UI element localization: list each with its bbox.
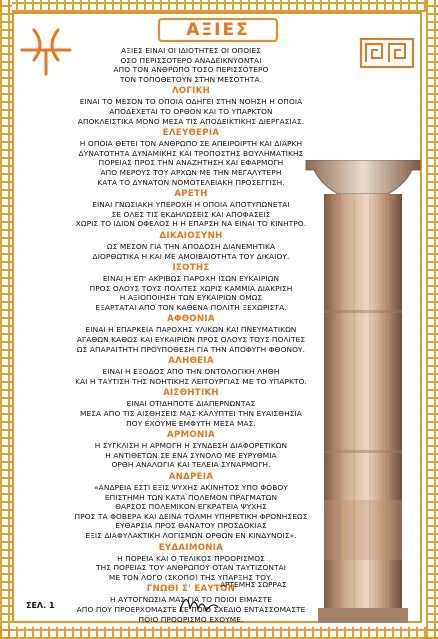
section-heading-logiki: ΛΟΓΙΚΗ [171,86,211,97]
section-line: ΧΩΡΙΣ ΤΟ ΙΔΙΟΝ ΟΦΕΛΟΣ Η Η ΕΠΑΡΣΗ ΝΑ ΕΙΝΑΙ ΤΟ ΚΙΝΗΤΡΟ. [75,219,307,229]
section-heading-evdaimonia: ΕΥΔΑΙΜΟΝΙΑ [158,542,224,553]
section-line: Η ΑΞΙΟΠΟΙΗΣΗ ΤΩΝ ΕΥΚΑΙΡΙΩΝ ΟΜΩΣ [119,293,263,303]
section-line: ΠΟΙΟ ΠΡΟΟΡΙΣΜΟ ΕΧΟΥΜΕ. [138,614,244,624]
section-line: ΠΟΥ ΕΧΟΥΜΕ ΕΜΦΥΤΗ ΜΕΣΑ ΜΑΣ. [126,418,256,428]
intro-line: ΟΣΟ ΠΕΡΙΣΣΟΤΕΡΟ ΑΝΑΔΕΙΚΝΥΟΝΤΑΙ [120,55,262,65]
section-line: ΘΑΡΣΟΣ ΠΟΛΕΜΙΚΟΝ ΕΓΚΡΑΤΕΙΑ ΨΥΧΗΣ [115,502,267,512]
section-heading-andreia: ΑΝΔΡΕΙΑ [168,472,214,482]
section-line: ΚΑΙ Η ΤΑΥΤΙΣΗ ΤΗΣ ΝΟΗΤΙΚΗΣ ΛΕΙΤΟΥΡΓΙΑΣ ΜΕ ΤΟ ΥΠΑΡΚΤΟ. [75,376,307,386]
section-heading-afthonia: ΑΦΘΟΝΙΑ [167,314,215,325]
section-line: ΔΙΟΡΘΩΤΙΚΑ Η ΚΑΙ ΜΕ ΑΜΟΙΒΑΙΟΤΗΤΑ ΤΟΥ ΔΙΚΑΙΟΥ. [92,251,290,261]
section-line: Η ΣΥΓΚΛΙΣΗ Η ΑΡΜΟΓΗ Η ΣΥΝΔΕΣΗ ΔΙΑΦΟΡΕΤΙΚΩΝ [94,441,288,451]
section-line: ΕΙΝΑΙ Η ΕΞΟΔΟΣ ΑΠΟ ΤΗΝ ΟΝΤΟΛΟΓΙΚΗ ΛΗΘΗ [102,367,280,377]
section-line: ΔΥΝΑΤΟΤΗΤΑ ΔΥΝΑΜΙΚΗΣ ΚΑΙ ΤΡΟΠΟΣΤΗΣ ΒΟΥΛΗΜΑΤΙΚΗΣ [78,148,304,158]
section-line: ΩΣ ΑΠΑΡΑΙΤΗΤΗ ΠΡΟΥΠΟΘΕΣΗ ΓΙΑ ΤΗΝ ΑΠΟΦΥΓΗ ΦΘΟΝΟΥ. [76,344,306,354]
meander-border-left [0,0,12,639]
page-title: ΑΞΙΕΣ [158,18,278,42]
intro-line: ΤΟΝ ΤΟΠΟΘΕΤΟΥΝ ΣΤΗΝ ΜΕΣΟΤΗΤΑ. [119,74,263,84]
author-name: ΑΡΤΕΜΗΣ ΣΩΡΡΑΣ [220,580,287,589]
section-line: ΕΙΝΑΙ Η ΕΠΑΡΚΕΙΑ ΠΑΡΟΧΗΣ ΥΛΙΚΩΝ ΚΑΙ ΠΝΕΥΜΑΤΙΚΩΝ [85,325,297,335]
intro-block [46,46,336,84]
meander-border-bottom [0,627,438,639]
section-heading-gnothi: ΓΝΩΘΙ Σ' ΕΑΥΤΟΝ [146,584,236,595]
section-line: ΑΠΟΚΛΕΙΣΤΙΚΑ ΜΟΝΟ ΜΕΣΑ ΤΙΣ ΑΠΟΔΕΙΚΤΙΚΗΣ ΔΙΕΡΓΑΣΙΑΣ. [77,116,305,126]
page-number: ΣΕΛ. 1 [26,601,55,610]
section-heading-aisthitiki: ΑΙΣΘΗΤΙΚΗ [163,388,219,399]
section-line: Η ΠΟΡΕΙΑ ΚΑΙ Ο ΤΕΛΙΚΟΣ ΠΡΟΟΡΙΣΜΟΣ [117,553,265,563]
section-line: ΠΟΡΕΙΑΣ ΠΡΟΣ ΤΗΝ ΑΝΑΖΗΤΗΣΗ ΚΑΙ ΕΦΑΡΜΟΓΗ [98,158,284,168]
section-line: ΕΙΝΑΙ ΓΝΩΣΙΑΚΗ ΥΠΕΡΟΧΗ Η ΟΠΟΙΑ ΑΠΟΤΥΠΩΝΕΤΑΙ [92,200,290,210]
meander-border-top [0,0,438,12]
section-line: ΕΙΝΑΙ Η ΕΠ' ΑΚΡΙΒΩΣ ΠΑΡΟΧΗ ΙΣΩΝ ΕΥΚΑΙΡΙΩΝ [102,274,280,284]
ionic-column-image [302,160,424,623]
section-line: Η ΟΠΟΙΑ ΘΕΤΕΙ ΤΟΝ ΑΝΘΡΩΠΟ ΣΕ ΑΠΕΙΡΟΙΡΤΗ ΚΑΙ ΔΙΑΡΚΗ [79,139,303,149]
section-line: ΩΣ ΜΕΣΟΝ ΓΙΑ ΤΗΝ ΑΠΟΔΟΣΗ ΔΙΑΝΕΜΗΤΙΚΑ [106,241,276,251]
meander-border-right [426,0,438,639]
section-line: ΜΕΣΑ ΑΠΟ ΤΙΣ ΑΙΣΘΗΣΕΙΣ ΜΑΣ ΚΑΛΥΠΤΕΙ ΤΗΝ ΕΥΑΙΣΘΗΣΙΑ [80,409,302,419]
intro-line: ΑΠΟ ΤΟΝ ΑΝΘΡΩΠΟ ΤΟΣΟ ΠΕΡΙΣΣΟΤΕΡΟ [113,65,269,75]
section-line: ΕΞΑΡΤΑΤΑΙ ΑΠΟ ΤΟΝ ΚΑΘΕΝΑ ΠΟΛΙΤΗ ΞΕΧΩΡΙΣΤΑ. [95,302,287,312]
section-line: ΑΓΑΘΩΝ ΚΑΘΩΣ ΚΑΙ ΕΥΚΑΙΡΙΩΝ ΠΡΟΣ ΟΛΟΥΣ ΤΟΥΣ ΠΟΛΙΤΕΣ [76,335,306,345]
section-line: ΑΠΟ ΜΕΡΟΥΣ ΤΟΥ ΑΡΧΩΝ ΜΕ ΤΗΝ ΜΕΓΑΛΥΤΕΡΗ [100,167,282,177]
greek-key-icon [360,38,414,68]
section-line: ΑΠΟΔΕΧΕΤΑΙ ΤΟ ΟΡΘΟΝ ΚΑΙ ΤΟ ΥΠΑΡΚΤΟΝ [109,106,273,116]
values-text [46,46,336,624]
section-line: ΕΙΝΑΙ ΟΤΙΔΗΠΟΤΕ ΔΙΑΠΕΡΝΩΝΤΑΣ [126,399,256,409]
section-line: «ΑΝΔΡΕΙΑ ΕΣΤΙ ΕΞΙΣ ΨΥΧΗΣ ΑΚΙΝΗΤΟΣ ΥΠΟ ΦΟΒΟΥ [94,483,288,492]
section-line: Η ΑΝΤΙΘΕΤΩΝ ΣΕ ΕΝΑ ΣΥΝΟΛΟ ΜΕ ΕΥΡΥΘΜΙΑ [105,450,277,460]
section-line: ΕΠΙΣΤΗΜΗ ΤΩΝ ΚΑΤΑ ΠΟΛΕΜΟΝ ΠΡΑΓΜΑΤΩΝ [104,492,278,502]
section-heading-eleftheria: ΕΛΕΥΘΕΡΙΑ [162,128,220,139]
intro-line: ΑΞΙΕΣ ΕΙΝΑΙ ΟΙ ΙΔΙΟΤΗΤΕΣ ΟΙ ΟΠΟΙΕΣ [121,46,261,55]
section-line: ΜΕ ΤΟΝ ΛΟΓΟ (ΣΚΟΠΟ) ΤΗΣ ΥΠΑΡΞΗΣ ΤΟΥ. [108,572,274,582]
section-heading-isotis: ΙΣΟΤΗΣ [172,263,210,274]
section-line: ΑΠΟ ΠΟΥ ΠΡΟΕΡΧΟΜΑΣΤΕ ΣΕ ΠΟΙΟ ΣΧΕΔΙΟ ΕΝΤΑΣΣΟΜΑΣΤΕ [76,604,306,614]
section-line: ΚΑΤΑ ΤΟ ΔΥΝΑΤΟΝ ΝΟΜΟΤΕΛΕΙΑΚΗ ΠΡΟΣΕΓΓΙΣΗ. [97,177,285,187]
section-line: ΕΞΙΣ ΔΙΑΦΥΛΑΚΤΙΚΗ ΛΟΓΙΣΜΩΝ ΟΡΘΩΝ ΕΝ ΚΙΝΔΥΝΟΙΣ». [85,530,297,540]
section-line: ΠΡΟΣ ΤΑ ΦΟΒΕΡΑ ΚΑΙ ΔΕΙΝΑ ΤΟΛΜΗ ΥΠΗΡΕΤΙΚΗ ΦΡΟΝΗΣΕΩΣ [74,511,308,521]
handwritten-signature [176,591,222,617]
section-heading-areti: ΑΡΕΤΗ [174,189,208,200]
section-line: ΠΡΟΣ ΟΛΟΥΣ ΤΟΥΣ ΠΟΛΙΤΕΣ ΧΩΡΙΣ ΚΑΜΜΙΑ ΔΙΑΚΡΙΣΗ [89,283,293,293]
section-line: Η ΑΥΤΟΓΝΩΣΙΑ ΜΑΣ ΓΙΑ ΤΟ ΠΟΙΟΙ ΕΙΜΑΣΤΕ [110,595,272,605]
section-heading-dikaiosyni: ΔΙΚΑΙΟΣΥΝΗ [159,230,223,241]
section-line: ΤΗΣ ΠΟΡΕΙΑΣ ΤΟΥ ΑΝΘΡΩΠΟΥ ΟΤΑΝ ΤΑΥΤΙΖΟΝΤΑΙ [95,563,287,573]
section-heading-armonia: ΑΡΜΟΝΙΑ [167,430,215,441]
section-line: ΕΙΝΑΙ ΤΟ ΜΕΣΟΝ ΤΟ ΟΠΟΙΑ ΟΔΗΓΕΙ ΣΤΗΝ ΝΟΗΣΗ Η ΟΠΟΙΑ [79,97,303,107]
section-heading-alitheia: ΑΛΗΘΕΙΑ [168,356,214,367]
section-line: ΟΡΘΗ ΑΝΑΛΟΓΙΑ ΚΑΙ ΤΕΛΕΙΑ ΣΥΝΑΡΜΟΓΗ. [111,460,271,470]
section-line: ΕΥΘΑΡΣΙΑ ΠΡΟΣ ΘΑΝΑΤΟΥ ΠΡΟΣΔΟΚΙΑΣ [115,521,267,531]
section-line: ΣΕ ΟΛΕΣ ΤΙΣ ΕΚΔΗΛΩΣΕΙΣ ΚΑΙ ΑΠΟΦΑΣΕΙΣ [111,209,271,219]
